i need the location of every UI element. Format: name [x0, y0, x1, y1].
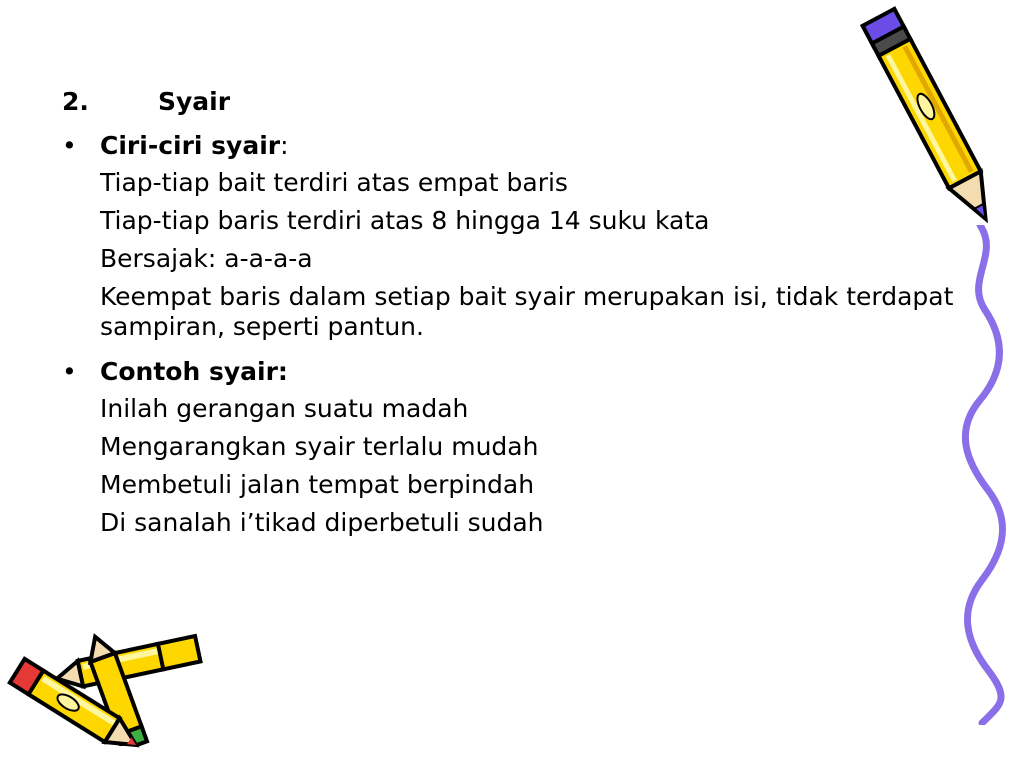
section-title: Syair: [158, 87, 231, 116]
squiggle-line-icon: [960, 225, 1010, 725]
section-number: 2.: [62, 87, 89, 116]
ciri-colon: :: [280, 131, 289, 160]
ciri-item: Keempat baris dalam setiap bait syair merupakan isi, tidak terdapat sampiran, seperti pantun.: [100, 282, 954, 341]
pencil-icon: [0, 652, 160, 768]
ciri-list: [62, 168, 962, 342]
ciri-item: Bersajak: a-a-a-a: [100, 244, 313, 273]
ciri-item: Tiap-tiap bait terdiri atas empat baris: [100, 168, 568, 197]
bullet-dot: •: [62, 357, 77, 386]
poem-line: Inilah gerangan suatu madah: [100, 394, 469, 423]
poem-line: Membetuli jalan tempat berpindah: [100, 470, 535, 499]
poem-line: Mengarangkan syair terlalu mudah: [100, 432, 539, 461]
section-heading: [62, 80, 962, 124]
contoh-label: Contoh syair:: [100, 357, 288, 386]
ciri-item: Tiap-tiap baris terdiri atas 8 hingga 14 suku kata: [100, 206, 710, 235]
slide-content: [62, 80, 962, 554]
pencil-icon: [858, 0, 1008, 245]
bullet-dot: •: [62, 131, 77, 160]
bullet-contoh: [62, 350, 962, 394]
bullet-ciri: [62, 124, 962, 168]
ciri-label: Ciri-ciri syair: [100, 131, 281, 160]
contoh-list: [62, 394, 962, 546]
poem-line: Di sanalah i’tikad diperbetuli sudah: [100, 508, 544, 537]
